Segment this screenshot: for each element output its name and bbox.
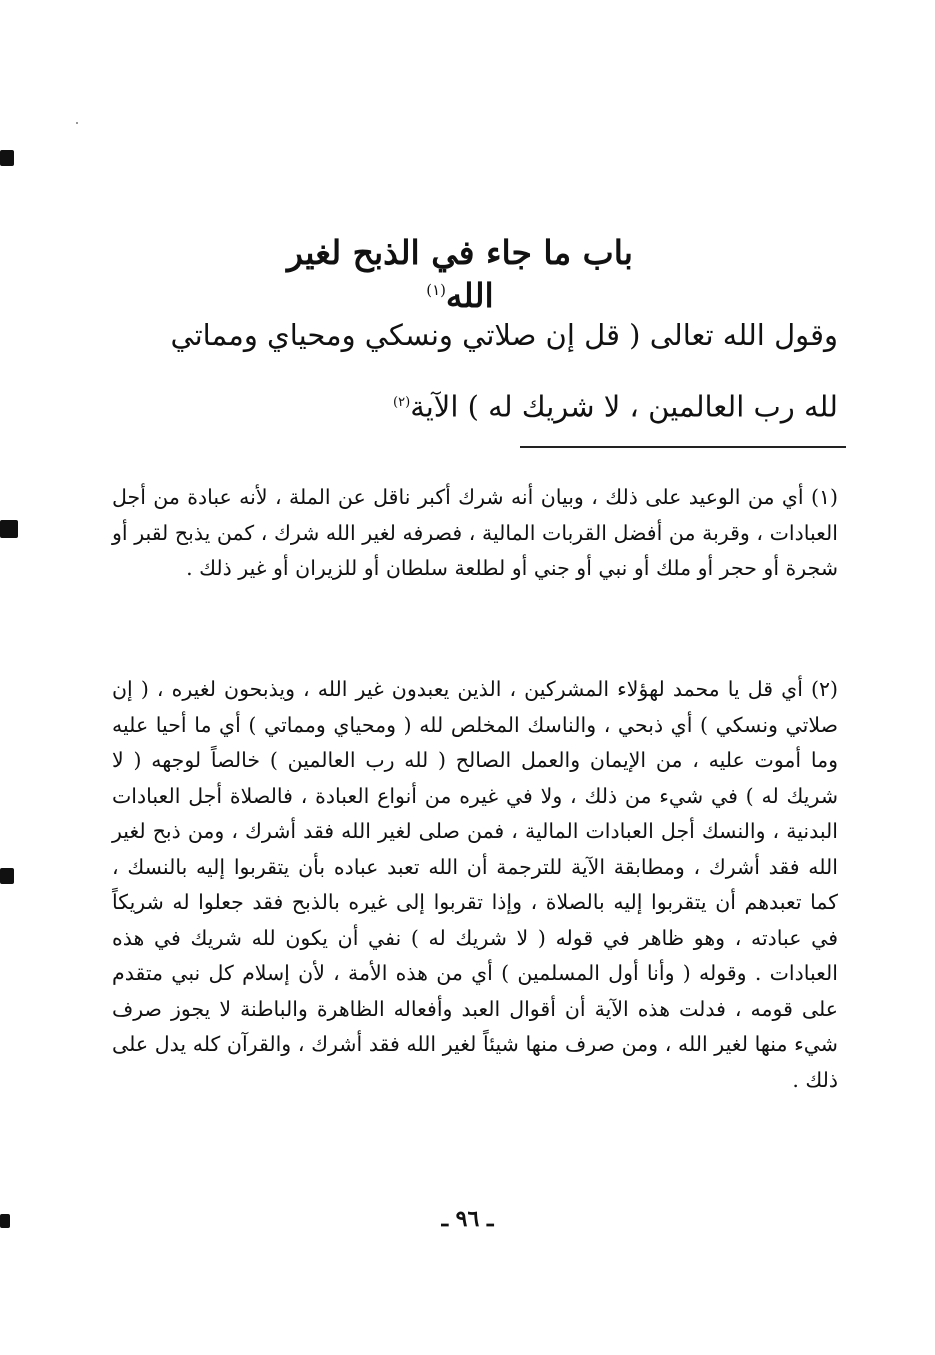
verse-line-2-text: لله رب العالمين ، لا شريك له ) الآية <box>410 389 838 424</box>
scan-mark <box>0 1214 10 1228</box>
page-number: ـ ٩٦ ـ <box>441 1206 494 1232</box>
footnote-2-marker: (٢) <box>810 677 838 701</box>
quran-verse <box>118 302 838 441</box>
footnote-1 <box>112 480 838 587</box>
scan-mark <box>0 150 14 166</box>
footnote-2-text: أي قل يا محمد لهؤلاء المشركين ، الذين يعبدون غير الله ، ويذبحون لغيره ، ( إن صلاتي ونسكي ) أي ذبحي ، والناسك المخلص لله ( ومحياي ومماتي ) أي ما أحيا عليه وما أموت عليه ، من الإيمان والعمل الصالح ( لله رب العالمين ) خالصاً لوجهه ( لا شريك له ) في شيء من ذلك ، ولا في غيره من أنواع العبادة ، فالصلاة أجل العبادات البدنية ، والنسك أجل العبادات المالية ، فمن صلى لغير الله فقد أشرك ، ومن ذبح لغير الله فقد أشرك ، ومطابقة الآية للترجمة أن الله تعبد عباده بأن يتقربوا إليه بالنسك ، كما تعبدهم أن يتقربوا إليه بالصلاة ، وإذا تقربوا إلى غيره بالذبح فقد جعلوا له شريكاً في عبادته ، وهو ظاهر في قوله ( لا شريك له ) نفي أن يكون لله شريك في هذه العبادات . وقوله ( وأنا أول المسلمين ) أي من هذه الأمة ، لأن إسلام كل نبي متقدم على قومه ، فدلت هذه الآية أن أقوال العبد وأفعاله الظاهرة والباطنة لا يجوز صرف شيء منها لغير الله ، ومن صرف منها شيئاً لغير الله فقد أشرك ، والقرآن كله يدل على ذلك . <box>112 677 838 1092</box>
scan-mark <box>0 868 14 884</box>
verse-line-2 <box>118 369 838 441</box>
footnote-separator <box>520 446 846 448</box>
scan-mark <box>0 520 18 538</box>
chapter-title-text: باب ما جاء في الذبح لغير الله <box>287 233 633 315</box>
footnote-ref-1: (١) <box>426 281 446 299</box>
verse-line-1: وقول الله تعالى ( قل إن صلاتي ونسكي ومحياي ومماتي <box>170 318 838 352</box>
footnote-2 <box>112 672 838 1098</box>
scan-speck <box>76 122 78 124</box>
footnote-1-marker: (١) <box>810 485 838 509</box>
footnote-ref-2: (٢) <box>392 395 411 410</box>
footnote-1-text: أي من الوعيد على ذلك ، وبيان أنه شرك أكبر ناقل عن الملة ، لأنه عبادة من أجل العبادات ، وقربة من أفضل القربات المالية ، فصرفه لغير الله شرك ، كمن يذبح لقبر أو شجرة أو حجر أو ملك أو نبي أو جني أو لطلعة سلطان أو للزيران أو غير ذلك . <box>112 485 838 580</box>
